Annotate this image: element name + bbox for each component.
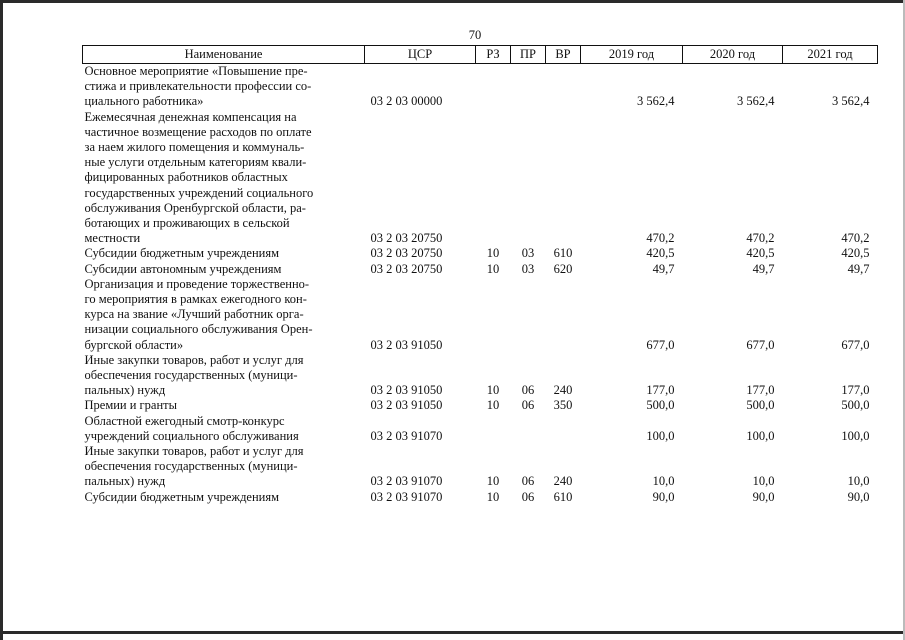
cell-2020: 470,2 [746, 231, 775, 246]
cell-csr: 03 2 03 20750 [370, 231, 443, 246]
cell-pr: 06 [521, 398, 535, 413]
cell-pr [511, 64, 546, 110]
header-2019: 2019 год [581, 46, 683, 64]
cell-pr: 03 [521, 246, 535, 261]
table-row [83, 64, 878, 110]
cell-name: Премии и гранты [84, 398, 178, 413]
cell-2020: 49,7 [752, 261, 775, 276]
cell-rz [476, 414, 511, 444]
cell-rz: 10 [486, 474, 500, 489]
cell-2020: 10,0 [752, 474, 775, 489]
cell-name: Основное мероприятие «Повышение пре- стижа и привлекательности профессии со- циального работника» [84, 64, 312, 109]
table-row [83, 490, 878, 505]
scan-border-left [0, 0, 3, 640]
cell-name: Областной ежегодный смотр-конкурс учреждений социального обслуживания [84, 413, 299, 443]
cell-name: Иные закупки товаров, работ и услуг для обеспечения государственных (муници- пальных) нужд [84, 352, 304, 398]
cell-rz [476, 64, 511, 110]
cell-pr [511, 277, 546, 353]
cell-vr: 350 [553, 398, 573, 413]
cell-vr [546, 277, 581, 353]
cell-vr: 610 [553, 246, 573, 261]
cell-vr [546, 110, 581, 247]
cell-2019: 3 562,4 [637, 94, 675, 109]
cell-2021: 677,0 [841, 337, 870, 352]
scan-border-bottom [0, 631, 905, 634]
cell-2019: 470,2 [646, 231, 675, 246]
cell-csr: 03 2 03 20750 [370, 246, 443, 261]
cell-name: Субсидии бюджетным учреждениям [84, 489, 280, 504]
table-row [83, 110, 878, 247]
cell-pr [511, 414, 546, 444]
cell-name: Субсидии бюджетным учреждениям [84, 246, 280, 261]
cell-2019: 500,0 [646, 398, 675, 413]
cell-2021: 90,0 [847, 489, 870, 504]
cell-vr [546, 64, 581, 110]
cell-rz: 10 [486, 261, 500, 276]
cell-2021: 3 562,4 [832, 94, 870, 109]
cell-name: Иные закупки товаров, работ и услуг для обеспечения государственных (муници- пальных) нужд [84, 444, 304, 489]
cell-2019: 100,0 [646, 428, 675, 443]
cell-vr: 620 [553, 261, 573, 276]
cell-pr: 03 [521, 261, 535, 276]
cell-2021: 177,0 [841, 383, 870, 398]
table-header-row [83, 46, 878, 64]
cell-2021: 49,7 [847, 261, 870, 276]
header-2020: 2020 год [683, 46, 783, 64]
cell-csr: 03 2 03 91050 [370, 383, 443, 398]
cell-rz [476, 277, 511, 353]
table-row [83, 277, 878, 353]
cell-2020: 3 562,4 [737, 94, 775, 109]
cell-rz: 10 [486, 398, 500, 413]
scan-border-top [0, 0, 905, 3]
header-name: Наименование [83, 46, 365, 64]
cell-rz [476, 110, 511, 247]
cell-2019: 90,0 [652, 489, 675, 504]
table-row [83, 262, 878, 277]
cell-rz: 10 [486, 489, 500, 504]
table-row [83, 398, 878, 413]
cell-csr: 03 2 03 20750 [370, 261, 443, 276]
cell-pr: 06 [521, 474, 535, 489]
cell-name: Организация и проведение торжественно- го мероприятия в рамках ежегодного кон- курса на звание «Лучший работник орга- низации социального обслуживания Орен- бургской области» [84, 276, 313, 352]
cell-pr: 06 [521, 383, 535, 398]
cell-pr [511, 110, 546, 247]
cell-2021: 470,2 [841, 231, 870, 246]
cell-name: Субсидии автономным учреждениям [84, 261, 282, 276]
table-row [83, 353, 878, 399]
cell-rz: 10 [486, 383, 500, 398]
header-rz: РЗ [476, 46, 511, 64]
cell-2021: 420,5 [841, 246, 870, 261]
table-row [83, 444, 878, 490]
cell-csr: 03 2 03 91050 [370, 398, 443, 413]
cell-2019: 677,0 [646, 337, 675, 352]
cell-vr: 240 [553, 383, 573, 398]
page-number: 70 [468, 28, 482, 42]
header-csr: ЦСР [365, 46, 476, 64]
cell-name: Ежемесячная денежная компенсация на частичное возмещение расходов по оплате за наем жилого помещения и коммуналь- ные услуги отдельным категориям квали- фицированных работников областных государственных учреждений социального обслуживания Оренбургской области, ра- ботающих и проживающих в сельской местности [84, 109, 314, 246]
cell-vr: 610 [553, 489, 573, 504]
cell-2020: 100,0 [746, 428, 775, 443]
header-2021: 2021 год [783, 46, 878, 64]
table-row [83, 246, 878, 261]
cell-2019: 420,5 [646, 246, 675, 261]
table-row [83, 414, 878, 444]
cell-2021: 10,0 [847, 474, 870, 489]
header-vr: ВР [546, 46, 581, 64]
cell-pr: 06 [521, 489, 535, 504]
cell-2019: 10,0 [652, 474, 675, 489]
cell-2020: 500,0 [746, 398, 775, 413]
cell-csr: 03 2 03 00000 [370, 94, 443, 109]
cell-2020: 677,0 [746, 337, 775, 352]
cell-2019: 49,7 [652, 261, 675, 276]
cell-rz: 10 [486, 246, 500, 261]
budget-table [82, 45, 878, 505]
cell-csr: 03 2 03 91070 [370, 428, 443, 443]
header-pr: ПР [511, 46, 546, 64]
cell-csr: 03 2 03 91050 [370, 337, 443, 352]
cell-csr: 03 2 03 91070 [370, 474, 443, 489]
cell-2021: 100,0 [841, 428, 870, 443]
cell-csr: 03 2 03 91070 [370, 489, 443, 504]
cell-2020: 177,0 [746, 383, 775, 398]
cell-2020: 420,5 [746, 246, 775, 261]
cell-vr [546, 414, 581, 444]
cell-2021: 500,0 [841, 398, 870, 413]
cell-2020: 90,0 [752, 489, 775, 504]
cell-2019: 177,0 [646, 383, 675, 398]
cell-vr: 240 [553, 474, 573, 489]
